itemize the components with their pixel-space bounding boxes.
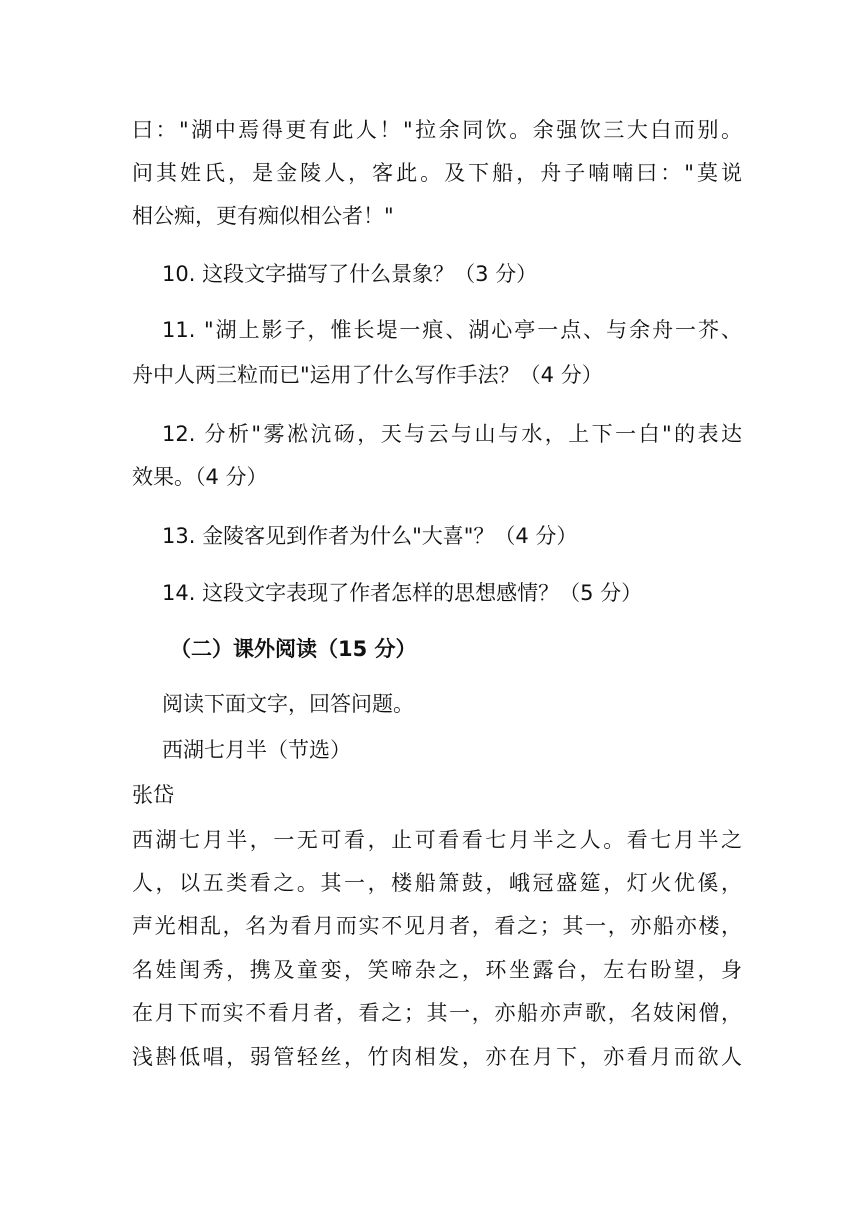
question-11-continued: 舟中人两三粒而已"运用了什么写作手法？（4 分） <box>132 363 603 387</box>
reading-author: 张岱 <box>132 783 174 807</box>
passage-line: 问其姓氏，是金陵人，客此。及下船，舟子喃喃曰："莫说 <box>132 161 742 185</box>
reading-line: 浅斟低唱，弱管轻丝，竹肉相发，亦在月下，亦看月而欲人 <box>132 1045 742 1069</box>
instruction-text: 阅读下面文字，回答问题。 <box>162 692 414 716</box>
reading-line: 名娃闺秀，携及童娈，笑啼杂之，环坐露台，左右盼望，身 <box>132 958 742 982</box>
passage-line: 曰："湖中焉得更有此人！"拉余同饮。余强饮三大白而别。 <box>132 118 742 142</box>
reading-line: 在月下而实不看月者，看之；其一，亦船亦声歌，名妓闲僧， <box>132 1001 742 1025</box>
question-12: 12. 分析"雾凇沆砀，天与云与山与水，上下一白"的表达 <box>162 422 742 446</box>
reading-line: 人，以五类看之。其一，楼船箫鼓，峨冠盛筵，灯火优傒， <box>132 871 742 895</box>
question-13: 13. 金陵客见到作者为什么"大喜"？（4 分） <box>162 524 578 548</box>
question-12-continued: 效果。（4 分） <box>132 465 268 489</box>
reading-title: 西湖七月半（节选） <box>162 738 351 762</box>
question-14: 14. 这段文字表现了作者怎样的思想感情？（5 分） <box>162 581 643 605</box>
reading-line: 西湖七月半，一无可看，止可看看七月半之人。看七月半之 <box>132 828 742 852</box>
reading-line: 声光相乱，名为看月而实不见月者，看之；其一，亦船亦楼， <box>132 914 742 938</box>
passage-line: 相公痴，更有痴似相公者！" <box>132 204 394 228</box>
section-heading: （二）课外阅读（15 分） <box>170 637 417 661</box>
question-11: 11. "湖上影子，惟长堤一痕、湖心亭一点、与余舟一芥、 <box>162 318 742 342</box>
question-10: 10. 这段文字描写了什么景象？（3 分） <box>162 262 538 286</box>
